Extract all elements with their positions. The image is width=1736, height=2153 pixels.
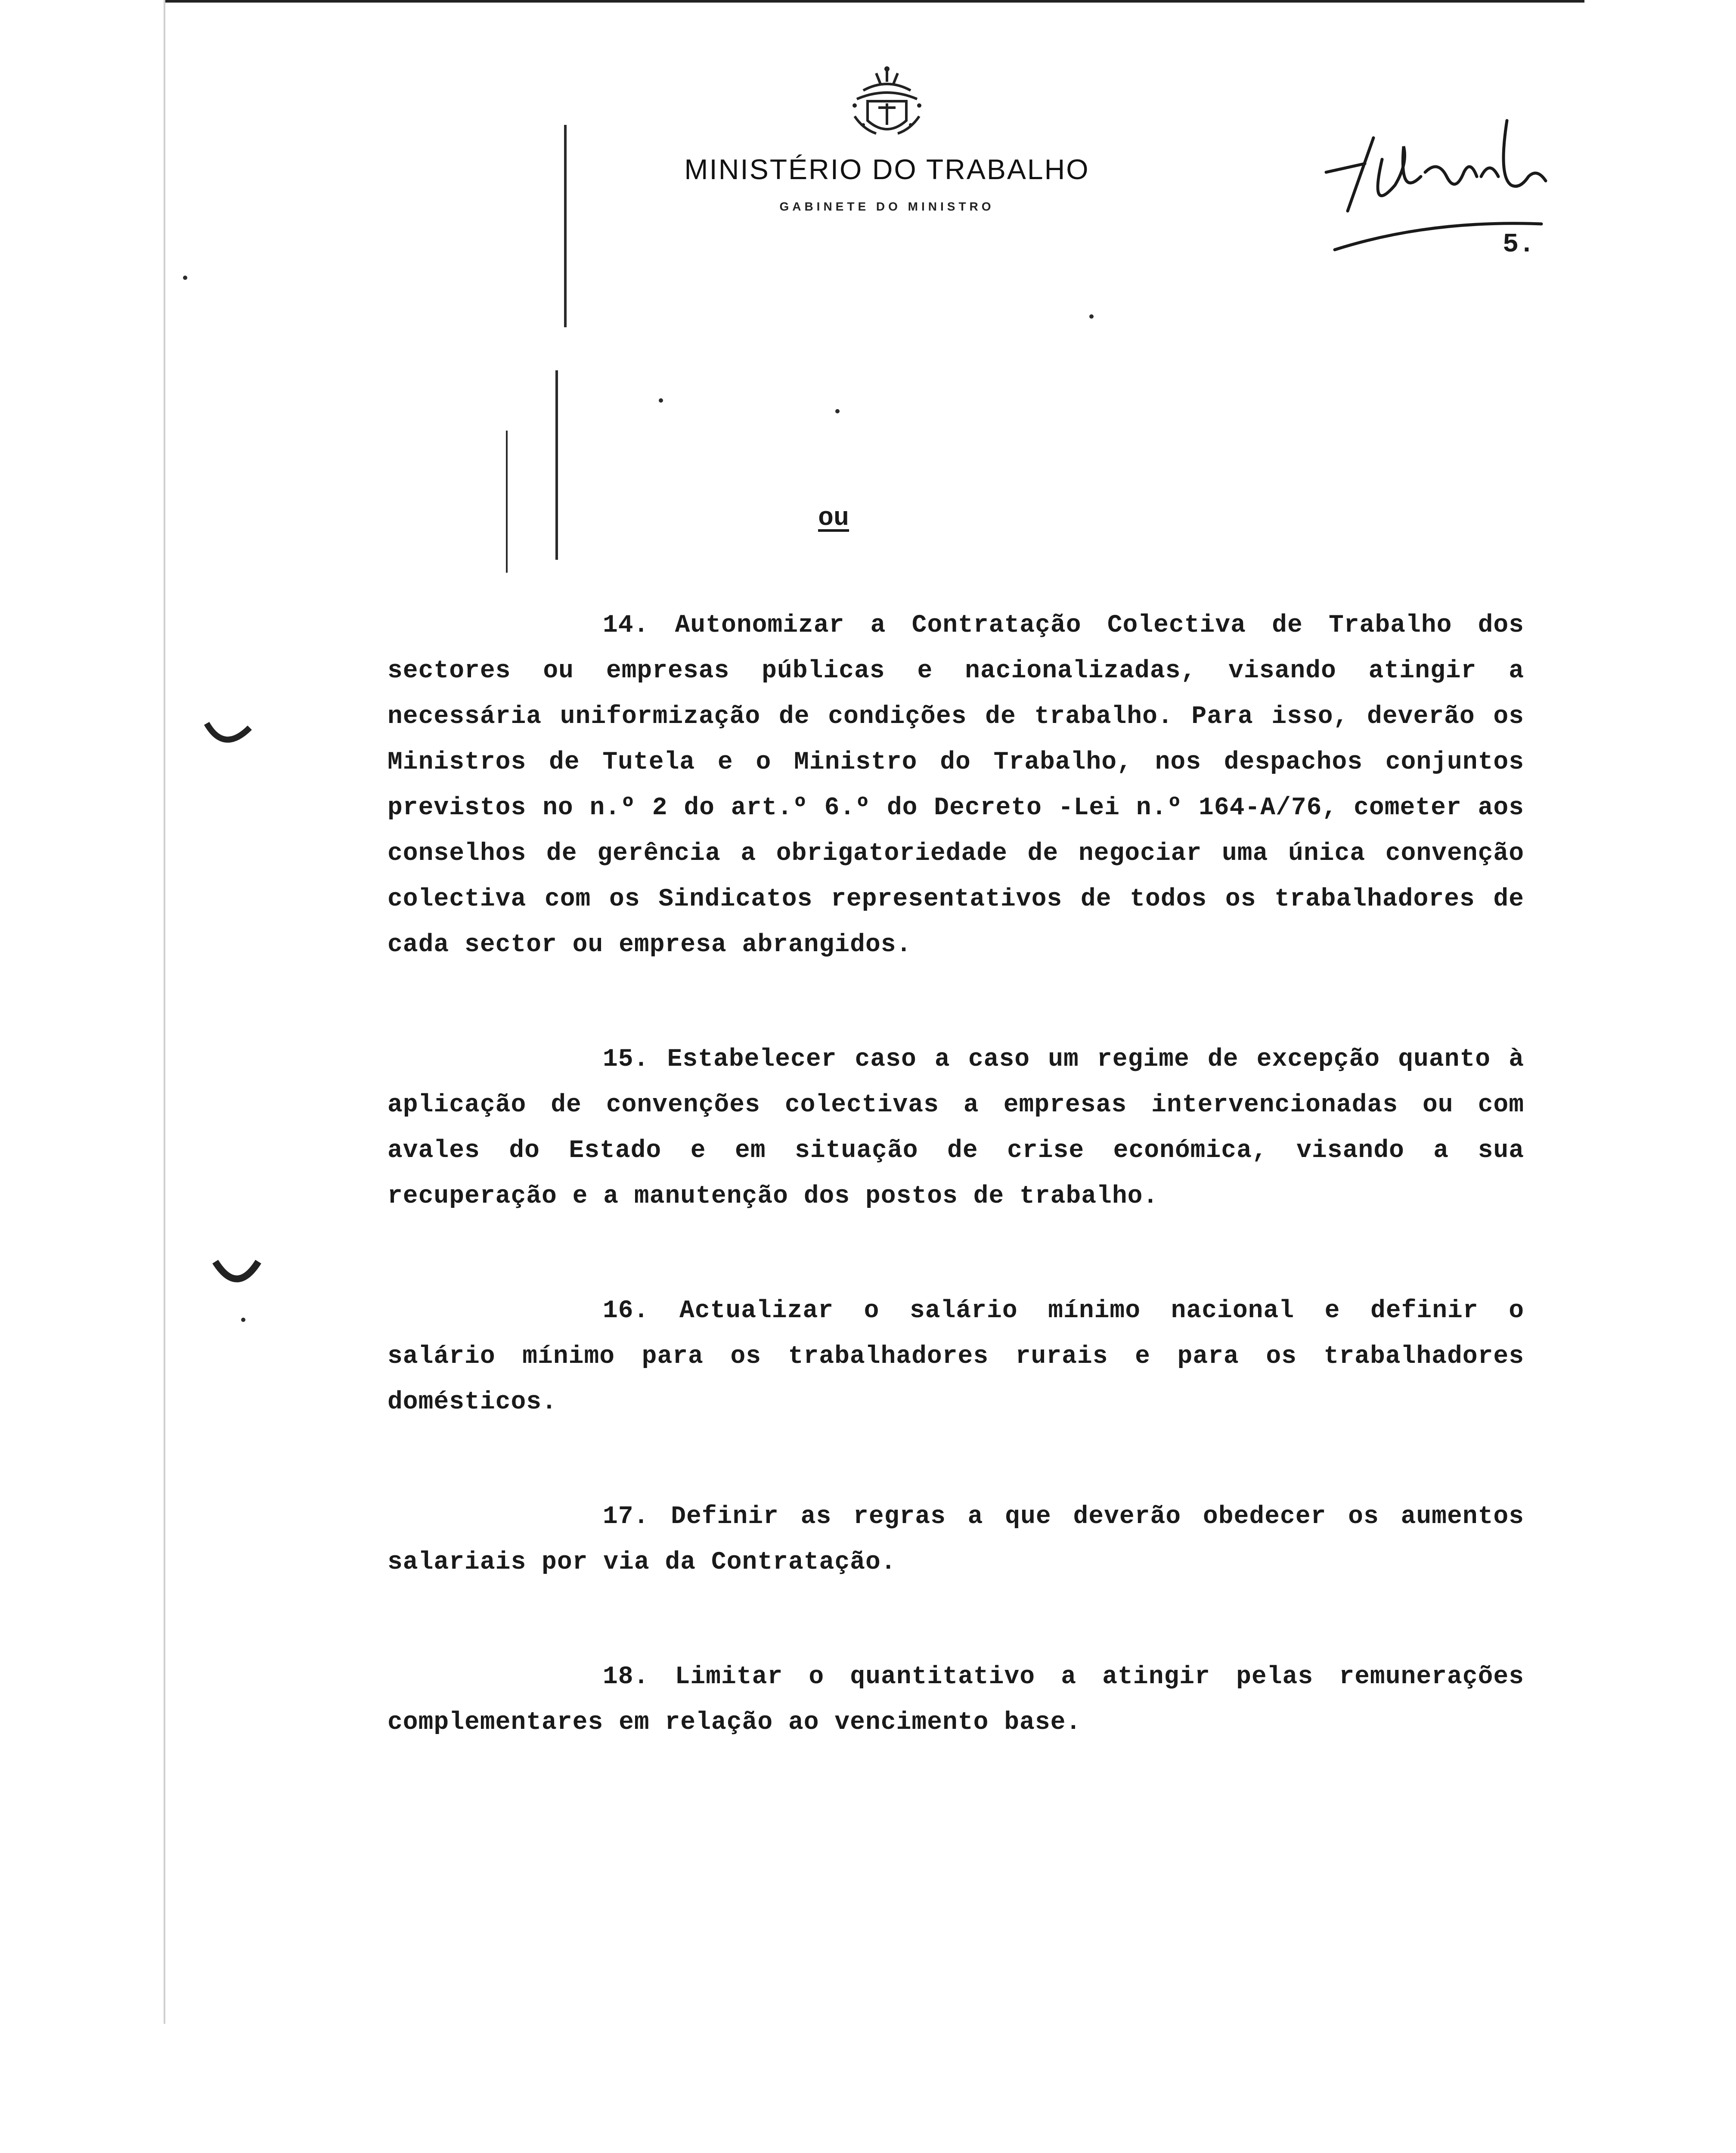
section-divider-or: ou	[818, 504, 849, 533]
scan-speck	[659, 398, 663, 403]
page-left-edge	[164, 0, 165, 2024]
paragraph-text: Limitar o quantitativo a atingir pelas remunerações complementares em relação ao vencimento base.	[388, 1663, 1524, 1737]
coat-of-arms-icon	[837, 65, 936, 142]
paragraph-16	[388, 1288, 1524, 1425]
paragraph-number: 15.	[603, 1045, 649, 1073]
margin-mark	[555, 370, 558, 560]
scan-speck	[835, 409, 840, 413]
page-number: 5.	[1503, 229, 1535, 260]
scan-speck	[183, 276, 187, 280]
punch-hole-mark	[198, 706, 258, 758]
ministry-name: MINISTÉRIO DO TRABALHO	[684, 153, 1090, 185]
document-body	[388, 603, 1524, 1746]
margin-mark	[564, 125, 567, 327]
paragraph-number: 18.	[603, 1663, 649, 1691]
scan-speck	[241, 1318, 245, 1322]
paragraph-text: Estabelecer caso a caso um regime de excepção quanto à aplicação de convenções colectivas a empresas intervencionadas ou com avales do Estado e em situação de crise económica, visando a sua recuperação e a manutenção dos postos de trabalho.	[388, 1045, 1524, 1210]
punch-hole-mark	[207, 1249, 267, 1300]
cabinet-name: GABINETE DO MINISTRO	[779, 200, 995, 213]
paragraph-18	[388, 1654, 1524, 1746]
letterhead	[603, 65, 1171, 214]
paragraph-number: 14.	[603, 611, 649, 639]
paragraph-14	[388, 603, 1524, 968]
paragraph-15	[388, 1037, 1524, 1219]
paragraph-text: Autonomizar a Contratação Colectiva de Trabalho dos sectores ou empresas públicas e nacionalizadas, visando atingir a necessária uniformização de condições de trabalho. Para isso, deverão os Ministros de Tutela e o Ministro do Trabalho, nos despachos conjuntos previstos no n.º 2 do art.º 6.º do Decreto -Lei n.º 164-A/76, cometer aos conselhos de gerência a obrigatoriedade de negociar uma única convenção colectiva com os Sindicatos representativos de todos os trabalhadores de cada sector ou empresa abrangidos.	[388, 611, 1524, 959]
paragraph-text: Definir as regras a que deverão obedecer os aumentos salariais por via da Contratação.	[388, 1503, 1524, 1576]
margin-mark	[506, 431, 508, 573]
paragraph-17	[388, 1494, 1524, 1585]
paragraph-number: 17.	[603, 1503, 649, 1531]
scan-speck	[1089, 314, 1094, 319]
paragraph-number: 16.	[603, 1297, 649, 1325]
paragraph-text: Actualizar o salário mínimo nacional e definir o salário mínimo para os trabalhadores rurais e para os trabalhadores domésticos.	[388, 1297, 1525, 1416]
page-top-edge	[164, 0, 1584, 3]
